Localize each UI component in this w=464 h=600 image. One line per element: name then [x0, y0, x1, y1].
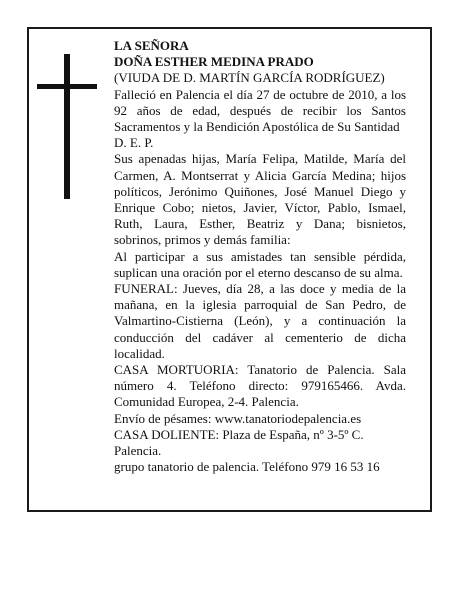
footer-line: grupo tanatorio de palencia. Teléfono 979 16 53 16	[114, 459, 380, 475]
family-paragraph: Sus apenadas hijas, María Felipa, Matilde, María del Carmen, A. Montserrat y Alicia García Medina; hijos políticos, Jerónimo Quiñones, José Manuel Diego y Enrique Cobo; nietos, Javier, Víctor, Pablo, Ismael, Ruth, Laura, Esther, Beatriz y Dana; bisnietos, sobrinos, primos y demás familia:	[114, 151, 406, 248]
rip-line: D. E. P.	[114, 135, 154, 151]
casa-mortuoria-paragraph: CASA MORTUORIA: Tanatorio de Palencia. Sala número 4. Teléfono directo: 979165466. Avda. Comunidad Europea, 2-4. Palencia.	[114, 362, 406, 410]
death-statement: Falleció en Palencia el día 27 de octubre de 2010, a los 92 años de edad, después de recibir los Santos Sacramentos y la Bendición Apostólica de Su Santidad	[114, 86, 406, 135]
cross-horizontal-bar	[37, 84, 97, 89]
casa-doliente-paragraph: CASA DOLIENTE: Plaza de España, nº 3-5º C. Palencia.	[114, 426, 364, 459]
request-paragraph: Al participar a sus amistades tan sensible pérdida, suplican una oración por el eterno descanso de su alma.	[114, 248, 406, 280]
funeral-paragraph: FUNERAL: Jueves, día 28, a las doce y media de la mañana, en la iglesia parroquial de San Pedro, de Valmartino-Cistierna (León), y a continuación la conducción del cadáver al cementerio de dicha localidad.	[114, 281, 406, 361]
cross-vertical-bar	[64, 54, 70, 199]
condolences-line: Envío de pésames: www.tanatoriodepalencia.es	[114, 410, 362, 426]
obituary-text	[114, 38, 406, 475]
latin-cross-icon	[37, 54, 97, 199]
deceased-name: DOÑA ESTHER MEDINA PRADO	[114, 54, 314, 70]
widow-of-line: (VIUDA DE D. MARTÍN GARCÍA RODRÍGUEZ)	[114, 70, 385, 86]
deceased-title: LA SEÑORA	[114, 38, 189, 53]
